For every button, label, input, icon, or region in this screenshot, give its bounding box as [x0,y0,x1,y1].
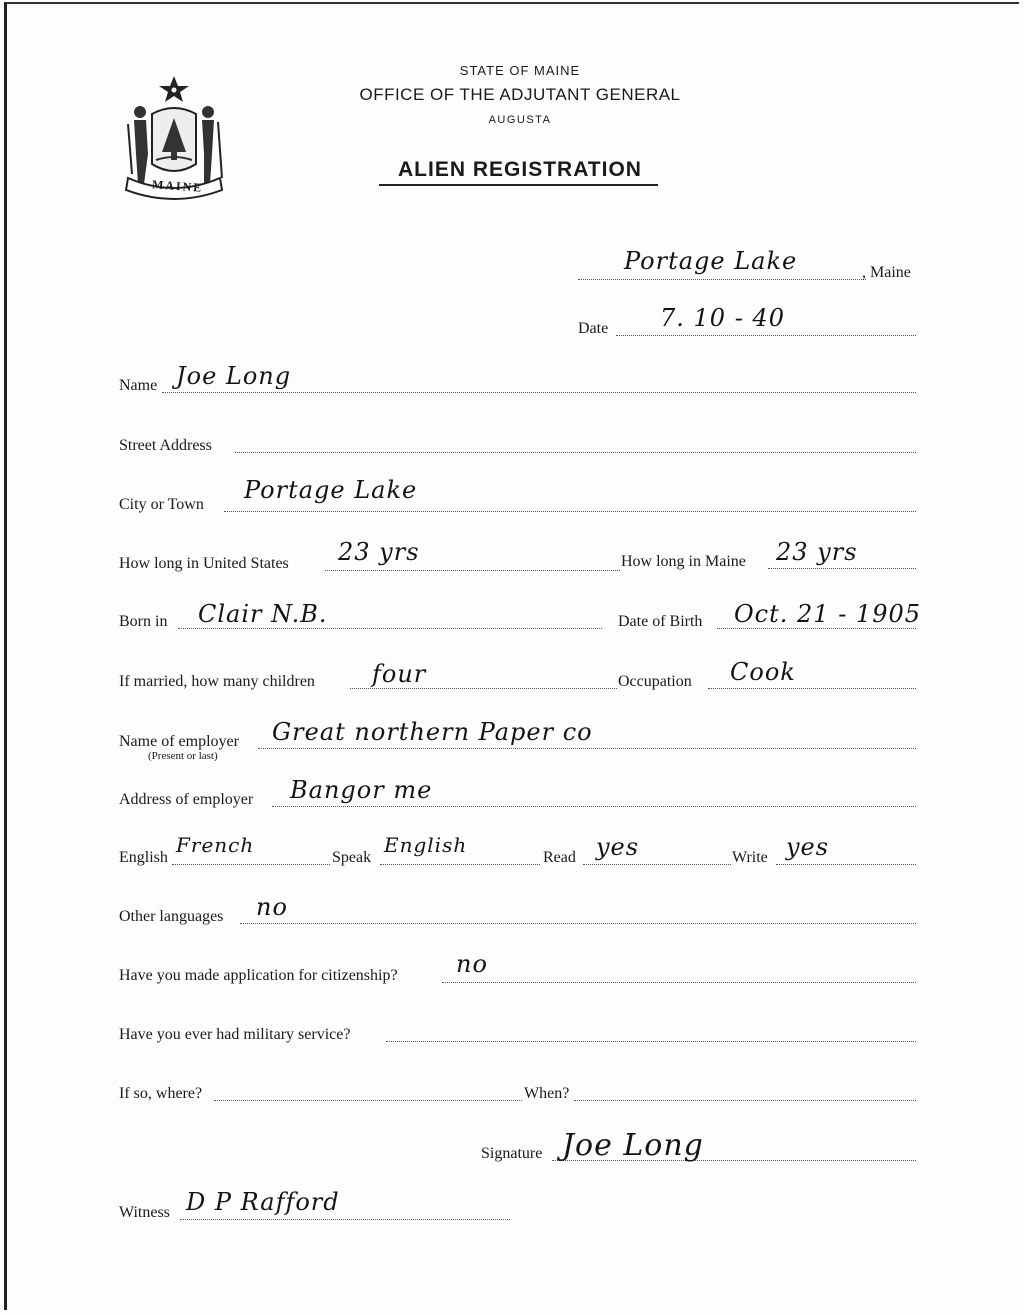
city-heading: AUGUSTA [488,114,552,126]
date-of-birth-line [717,628,916,629]
citizenship-value: no [456,950,488,978]
city-label: City or Town [119,496,204,513]
employer-address-value: Bangor me [290,776,433,804]
how-long-us-line [325,570,620,571]
write-value: yes [786,833,830,861]
date-value: 7. 10 - 40 [660,304,785,332]
english-line [172,864,330,865]
when-label: When? [524,1085,570,1102]
how-long-maine-line [768,568,916,569]
seal-banner-text: MAINE [151,177,204,195]
citizenship-label: Have you made application for citizenship? [119,967,398,984]
write-line [776,864,916,865]
where-label: If so, where? [119,1085,203,1102]
employer-address-line [272,806,916,807]
date-of-birth-label: Date of Birth [618,613,703,630]
english-value: French [176,833,255,857]
location-value: Portage Lake [624,247,798,275]
how-long-us-label: How long in United States [119,555,289,572]
name-line [162,392,916,393]
speak-label: Speak [332,849,372,866]
employer-value: Great northern Paper co [272,718,593,746]
title-underline [379,184,658,186]
signature-value: Joe Long [562,1128,704,1163]
state-heading: STATE OF MAINE [459,63,581,78]
witness-label: Witness [119,1204,170,1221]
employer-line [258,748,916,749]
military-label: Have you ever had military service? [119,1026,351,1043]
date-of-birth-value: Oct. 21 - 1905 [734,600,922,628]
form-title: ALIEN REGISTRATION [398,158,642,181]
born-in-value: Clair N.B. [198,600,328,628]
other-languages-value: no [256,893,288,921]
when-line [574,1100,916,1101]
date-label: Date [578,320,609,337]
witness-value: D P Rafford [186,1188,340,1216]
children-label: If married, how many children [119,673,315,690]
english-label: English [119,849,168,866]
where-line [214,1100,522,1101]
write-label: Write [732,849,768,866]
read-label: Read [543,849,576,866]
street-address-label: Street Address [119,437,212,454]
how-long-maine-label: How long in Maine [621,553,746,570]
location-line [578,279,866,280]
witness-line [180,1219,510,1220]
signature-label: Signature [481,1145,543,1162]
other-languages-line [240,923,916,924]
employer-address-label: Address of employer [119,791,254,808]
citizenship-line [442,982,916,983]
born-in-line [178,628,602,629]
speak-line [380,864,540,865]
city-value: Portage Lake [244,476,418,504]
city-line [224,511,916,512]
occupation-line [708,688,916,689]
how-long-us-value: 23 yrs [338,538,420,566]
military-line [386,1041,916,1042]
office-heading: OFFICE OF THE ADJUTANT GENERAL [359,85,681,104]
location-label: , Maine [862,264,911,281]
other-languages-label: Other languages [119,908,224,925]
children-value: four [372,660,427,688]
occupation-label: Occupation [618,673,692,690]
occupation-value: Cook [730,658,796,686]
street-address-line [235,452,916,453]
name-value: Joe Long [176,362,292,390]
employer-label: Name of employer [119,733,239,750]
children-line [350,688,617,689]
name-label: Name [119,377,158,394]
date-line [616,335,916,336]
employer-sublabel: (Present or last) [148,750,218,762]
read-value: yes [596,833,640,861]
how-long-maine-value: 23 yrs [776,538,858,566]
read-line [583,864,731,865]
speak-value: English [384,833,468,857]
born-in-label: Born in [119,613,168,630]
